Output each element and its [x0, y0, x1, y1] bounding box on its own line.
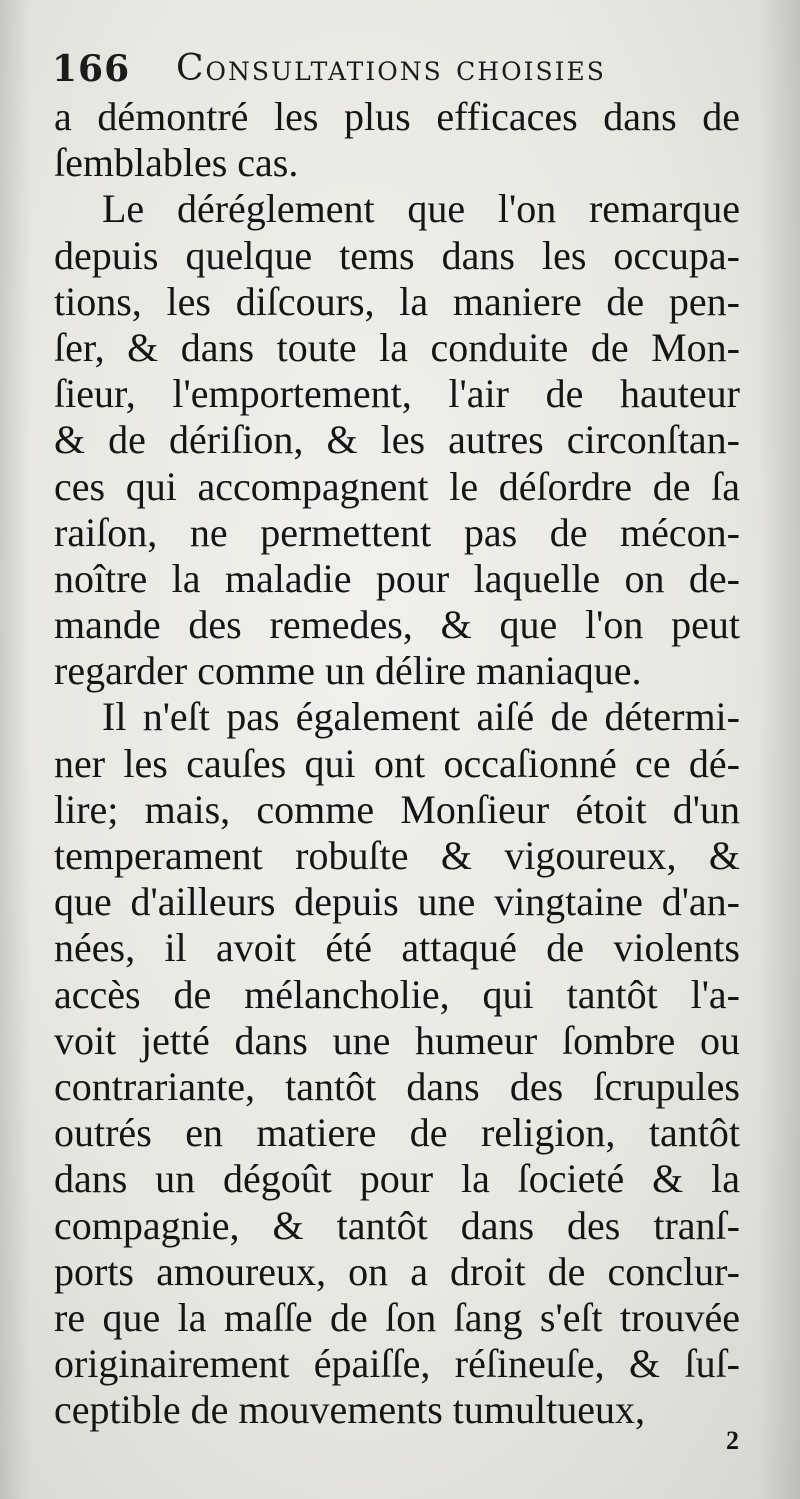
- text-line: ſer, & dans toute la conduite de Mon-: [54, 324, 740, 370]
- text-line: originairement épaiſſe, réſineuſe, & ſuſ-: [54, 1341, 740, 1387]
- text-line: dans un dégoût pour la ſocieté & la: [54, 1156, 740, 1202]
- catchword: 2: [726, 1426, 739, 1455]
- text-line: voit jetté dans une humeur ſombre ou: [54, 1017, 740, 1063]
- text-line: accès de mélancholie, qui tantôt l'a-: [54, 971, 740, 1017]
- text-line: ceptible de mouvements tumultueux,: [54, 1387, 645, 1433]
- body-text: [54, 94, 740, 1433]
- text-line: tions, les diſcours, la maniere de pen-: [54, 278, 740, 324]
- page-number: 166: [52, 48, 131, 90]
- running-head: [52, 44, 752, 98]
- page-right-shadow: [758, 0, 800, 1499]
- text-line: ſieur, l'emportement, l'air de hauteur: [54, 371, 740, 417]
- running-head-title: Consultations choisies: [176, 48, 606, 89]
- text-line: noître la maladie pour laquelle on de-: [54, 555, 740, 601]
- text-line: mande des remedes, & que l'on peut: [54, 602, 740, 648]
- text-line: contrariante, tantôt dans des ſcrupules: [54, 1063, 740, 1109]
- text-line: re que la maſſe de ſon ſang s'eſt trouvée: [54, 1294, 740, 1340]
- text-line: raiſon, ne permettent pas de mécon-: [54, 509, 740, 555]
- page-left-shadow: [0, 0, 30, 1499]
- text-line: que d'ailleurs depuis une vingtaine d'an-: [54, 879, 740, 925]
- text-line: nées, il avoit été attaqué de violents: [54, 925, 740, 971]
- text-line: & de dériſion, & les autres circonſtan-: [54, 417, 740, 463]
- paragraph-first-line: Le déréglement que l'on remarque: [102, 186, 740, 232]
- text-line: compagnie, & tantôt dans des tranſ-: [54, 1202, 740, 1248]
- text-line: regarder comme un délire maniaque.: [54, 648, 642, 694]
- paragraph-first-line: Il n'eſt pas également aiſé de détermi-: [102, 694, 740, 740]
- text-line: temperament robuſte & vigoureux, &: [54, 833, 740, 878]
- text-line: a démontré les plus efficaces dans de: [54, 94, 740, 139]
- text-line: ces qui accompagnent le déſordre de ſa: [54, 463, 740, 509]
- text-line: ports amoureux, on a droit de conclur-: [54, 1248, 740, 1294]
- text-line: outrés en matiere de religion, tantôt: [54, 1110, 740, 1156]
- text-line: depuis quelque tems dans les occupa-: [54, 232, 740, 278]
- text-line: ſemblables cas.: [54, 140, 299, 186]
- text-line: ner les cauſes qui ont occaſionné ce dé-: [54, 740, 740, 786]
- text-line: lire; mais, comme Monſieur étoit d'un: [54, 786, 740, 832]
